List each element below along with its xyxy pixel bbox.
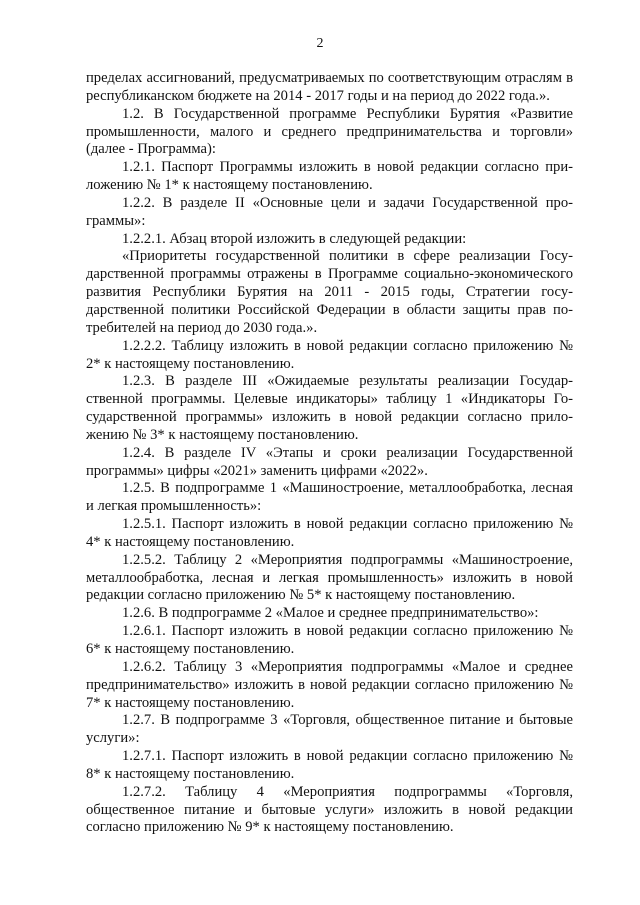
paragraph-1-2-6: 1.2.6. В подпрограмме 2 «Малое и среднее предпринимательство»:	[122, 605, 539, 622]
paragraph-continuation: пределах ассигнований, предусматриваемых по соответствующим отраслям в республиканском бюджете на 2014 - 2017 годы и на период до 2022 года.».	[86, 70, 573, 104]
paragraph-1-2-5-2: 1.2.5.2. Таблицу 2 «Мероприятия подпрограммы «Машиностроение, металлообработка, лесная и легкая промышленность» изложить в новой редакции согласно приложению № 5* к настоящему постановлению.	[86, 551, 573, 604]
page-number: 2	[316, 36, 324, 51]
paragraph-1-2-7-1: 1.2.7.1. Паспорт изложить в новой редакции согласно приложению № 8* к настоящему постановлению.	[86, 748, 573, 782]
paragraph-1-2-2-1: 1.2.2.1. Абзац второй изложить в следующей редакции:	[122, 230, 467, 247]
document-body	[86, 70, 573, 837]
paragraph-quoted-priorities: «Приоритеты государственной политики в сфере реализации Государственной программы отражены в Программе социально-экономического развития Республики Бурятия на 2011 - 2015 годы, Стратегии государственной политики Российской Федерации в области защиты прав потребителей на период до 2030 года.».	[86, 248, 573, 336]
paragraph-1-2-2: 1.2.2. В разделе II «Основные цели и задачи Государственной программы»:	[86, 194, 573, 229]
paragraph-1-2-4: 1.2.4. В разделе IV «Этапы и сроки реализации Государственной программы» цифры «2021» заменить цифрами «2022».	[86, 444, 573, 479]
paragraph-1-2-7-2: 1.2.7.2. Таблицу 4 «Мероприятия подпрограммы «Торговля, общественное питание и бытовые услуги» изложить в новой редакции согласно приложению № 9* к настоящему постановлению.	[86, 783, 573, 836]
paragraph-1-2: 1.2. В Государственной программе Республики Бурятия «Развитие промышленности, малого и среднего предпринимательства и торговли» (далее - Программа):	[86, 105, 573, 158]
paragraph-1-2-6-1: 1.2.6.1. Паспорт изложить в новой редакции согласно приложению № 6* к настоящему постановлению.	[86, 623, 573, 657]
paragraph-1-2-3: 1.2.3. В разделе III «Ожидаемые результаты реализации Государственной программы. Целевые индикаторы» таблицу 1 «Индикаторы Государственной программы» изложить в новой редакции согласно приложению № 3* к настоящему постановлению.	[86, 373, 573, 443]
paragraph-1-2-1: 1.2.1. Паспорт Программы изложить в новой редакции согласно приложению № 1* к настоящему постановлению.	[86, 159, 573, 194]
paragraph-1-2-5: 1.2.5. В подпрограмме 1 «Машиностроение, металлообработка, лесная и легкая промышленность»:	[86, 480, 573, 515]
paragraph-1-2-7: 1.2.7. В подпрограмме 3 «Торговля, общественное питание и бытовые услуги»:	[86, 712, 573, 747]
paragraph-1-2-6-2: 1.2.6.2. Таблицу 3 «Мероприятия подпрограммы «Малое и среднее предпринимательство» изложить в новой редакции согласно приложению № 7* к настоящему постановлению.	[86, 658, 573, 711]
paragraph-1-2-5-1: 1.2.5.1. Паспорт изложить в новой редакции согласно приложению № 4* к настоящему постановлению.	[86, 516, 573, 550]
paragraph-1-2-2-2: 1.2.2.2. Таблицу изложить в новой редакции согласно приложению № 2* к настоящему постановлению.	[86, 337, 573, 372]
